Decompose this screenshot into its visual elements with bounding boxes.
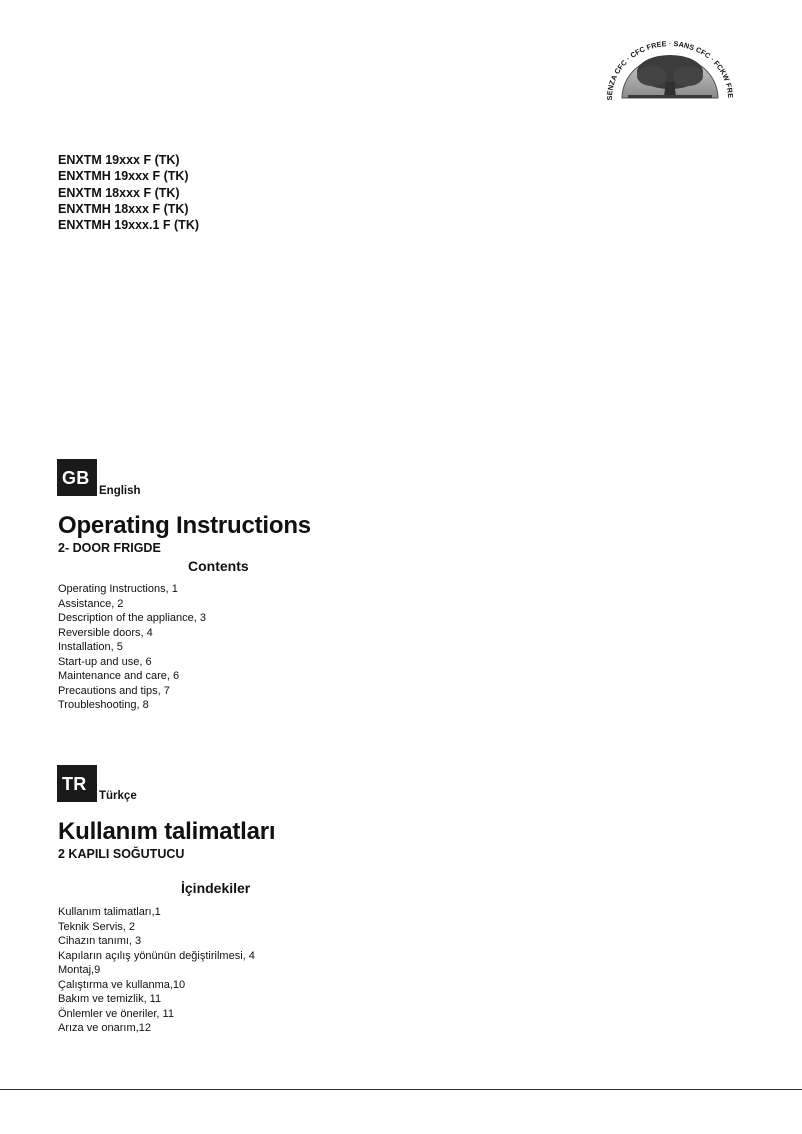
language-code-gb: GB [57,459,97,496]
language-code-tr: TR [57,765,97,802]
page-title-english: Operating Instructions [58,512,311,539]
cfc-free-badge [606,38,734,104]
bottom-divider [0,1089,802,1090]
toc-item: Çalıştırma ve kullanma,10 [58,978,186,991]
toc-item: Troubleshooting, 8 [58,699,149,711]
toc-item: Arıza ve onarım,12 [58,1022,151,1034]
toc-item: Assistance, 2 [58,597,124,610]
toc-item: Reversible doors, 4 [58,626,153,639]
language-name-turkish: Türkçe [99,790,137,802]
model-list [58,152,199,233]
toc-turkish [58,905,255,1036]
model-item: ENXTM 19xxx F (TK) [58,153,180,167]
page-title-turkish: Kullanım talimatları [58,818,276,845]
model-item: ENXTMH 18xxx F (TK) [58,201,189,216]
toc-item: Operating Instructions, 1 [58,583,178,595]
toc-item: Precautions and tips, 7 [58,684,170,697]
contents-heading-turkish: İçindekiler [181,880,251,896]
toc-item: Bakım ve temizlik, 11 [58,993,162,1005]
toc-item: Kullanım talimatları,1 [58,906,161,918]
toc-item: Teknik Servis, 2 [58,920,136,933]
badge-text: NZA CFC · CFC FREE · SANS CFC · FCKW FR [606,39,734,94]
toc-item: Description of the appliance, 3 [58,612,206,624]
subtitle-english: 2- DOOR FRIGDE [58,541,161,555]
toc-item: Montaj,9 [58,964,101,976]
subtitle-turkish: 2 KAPILI SOĞUTUCU [58,847,185,861]
toc-item: Start-up and use, 6 [58,655,152,668]
toc-item: Cihazın tanımı, 3 [58,935,142,947]
model-item: ENXTMH 19xxx.1 F (TK) [58,218,200,233]
toc-item: Installation, 5 [58,641,123,653]
model-item: ENXTMH 19xxx F (TK) [58,169,189,184]
toc-item: Maintenance and care, 6 [58,670,180,682]
tree-logo-icon [606,38,734,104]
toc-item: Kapıların açılış yönünün değiştirilmesi, 4 [58,949,255,962]
contents-heading-english: Contents [188,558,249,574]
toc-item: Önlemler ve öneriler, 11 [58,1007,174,1020]
model-item: ENXTM 18xxx F (TK) [58,185,180,200]
language-name-english: English [99,485,141,497]
toc-english [58,582,206,713]
